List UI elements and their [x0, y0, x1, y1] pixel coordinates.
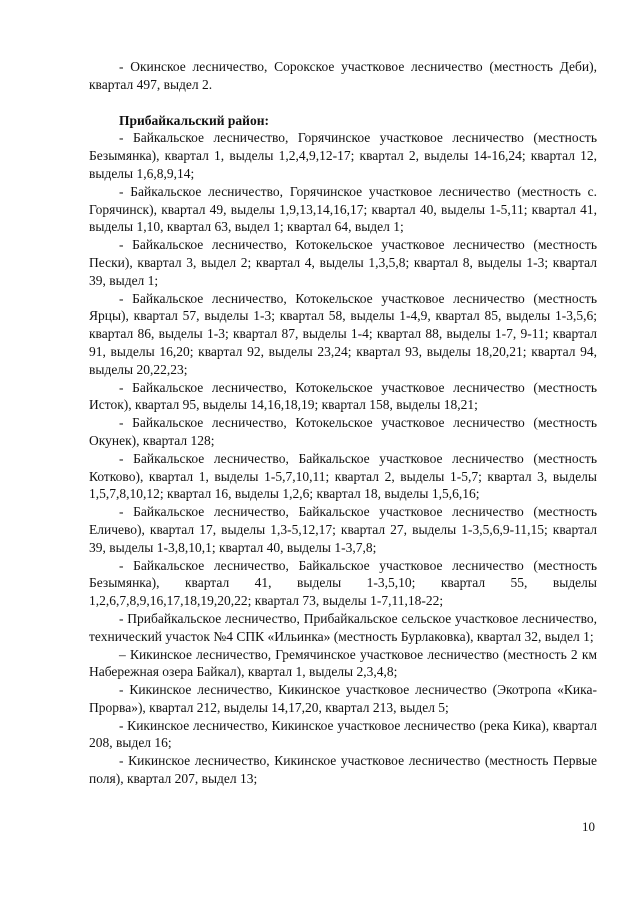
- list-item: - Байкальское лесничество, Горячинское участковое лесничество (местность с. Горячинск), квартал 49, выделы 1,9,13,14,16,17; квартал 40, выделы 1-5,11; квартал 41, выделы 1,10, квартал 63, выдел 1; квартал 64, выдел 1;: [89, 183, 597, 235]
- list-item: - Кикинское лесничество, Кикинское участковое лесничество (река Кика), квартал 208, выдел 16;: [89, 717, 597, 751]
- list-item: - Байкальское лесничество, Байкальское участковое лесничество (местность Безымянка), квартал 41, выделы 1-3,5,10; квартал 55, выделы 1,2,6,7,8,9,16,17,18,19,20,22; квартал 73, выделы 1-7,11,18-22;: [89, 557, 597, 609]
- list-item: - Кикинское лесничество, Кикинское участковое лесничество (Экотропа «Кика-Прорва»), квартал 212, выделы 14,17,20, квартал 213, выдел 5;: [89, 682, 597, 715]
- page-number: 10: [582, 819, 595, 834]
- list-item: - Прибайкальское лесничество, Прибайкальское сельское участковое лесничество, технический участок №4 СПК «Ильинка» (местность Бурлаковка), квартал 32, выдел 1;: [89, 610, 597, 644]
- list-item: - Байкальское лесничество, Котокельское участковое лесничество (местность Ярцы), квартал 57, выделы 1-3; квартал 58, выделы 1-4,9, квартал 85, выделы 1-3,5,6; квартал 86, выделы 1-3; квартал 87, выделы 1-4; квартал 88, выделы 1-7, 9-11; квартал 91, выделы 16,20; квартал 92, выделы 23,24; квартал 93, выделы 18,20,21; квартал 94, выделы 20,22,23;: [89, 290, 597, 377]
- list-item: - Байкальское лесничество, Байкальское участковое лесничество (местность Котково), квартал 1, выделы 1-5,7,10,11; квартал 2, выделы 1-5,7; квартал 3, выделы 1,5,7,8,10,12; квартал 16, выделы 1,2,6; квартал 18, выделы 1,5,6,16;: [89, 450, 597, 502]
- list-item: – Кикинское лесничество, Гремячинское участковое лесничество (местность 2 км Набережная озера Байкал), квартал 1, выделы 2,3,4,8;: [89, 646, 597, 680]
- intro-paragraph: - Окинское лесничество, Сорокское участковое лесничество (местность Деби), квартал 497, выдел 2.: [89, 59, 597, 92]
- list-item: - Байкальское лесничество, Горячинское участковое лесничество (местность Безымянка), квартал 1, выделы 1,2,4,9,12-17; квартал 2, выделы 14-16,24; квартал 12, выделы 1,6,8,9,14;: [89, 130, 597, 181]
- list-item: - Байкальское лесничество, Котокельское участковое лесничество (местность Окунек), квартал 128;: [89, 415, 597, 448]
- document-body: [89, 58, 597, 788]
- list-item: - Байкальское лесничество, Котокельское участковое лесничество (местность Пески), квартал 3, выдел 2; квартал 4, выделы 1,3,5,8; квартал 8, выделы 1-3; квартал 39, выдел 1;: [89, 237, 597, 288]
- list-item: - Байкальское лесничество, Байкальское участковое лесничество (местность Еличево), квартал 17, выделы 1,3-5,12,17; квартал 27, выделы 1-3,5,6,9-11,15; квартал 39, выделы 1-3,8,10,1; квартал 40, выделы 1-3,7,8;: [89, 504, 597, 555]
- list-item: - Кикинское лесничество, Кикинское участковое лесничество (местность Первые поля), квартал 207, выдел 13;: [89, 753, 597, 787]
- region-heading: Прибайкальский район:: [119, 112, 269, 128]
- list-item: - Байкальское лесничество, Котокельское участковое лесничество (местность Исток), квартал 95, выделы 14,16,18,19; квартал 158, выделы 18,21;: [89, 379, 597, 413]
- paragraph-gap: [89, 94, 597, 112]
